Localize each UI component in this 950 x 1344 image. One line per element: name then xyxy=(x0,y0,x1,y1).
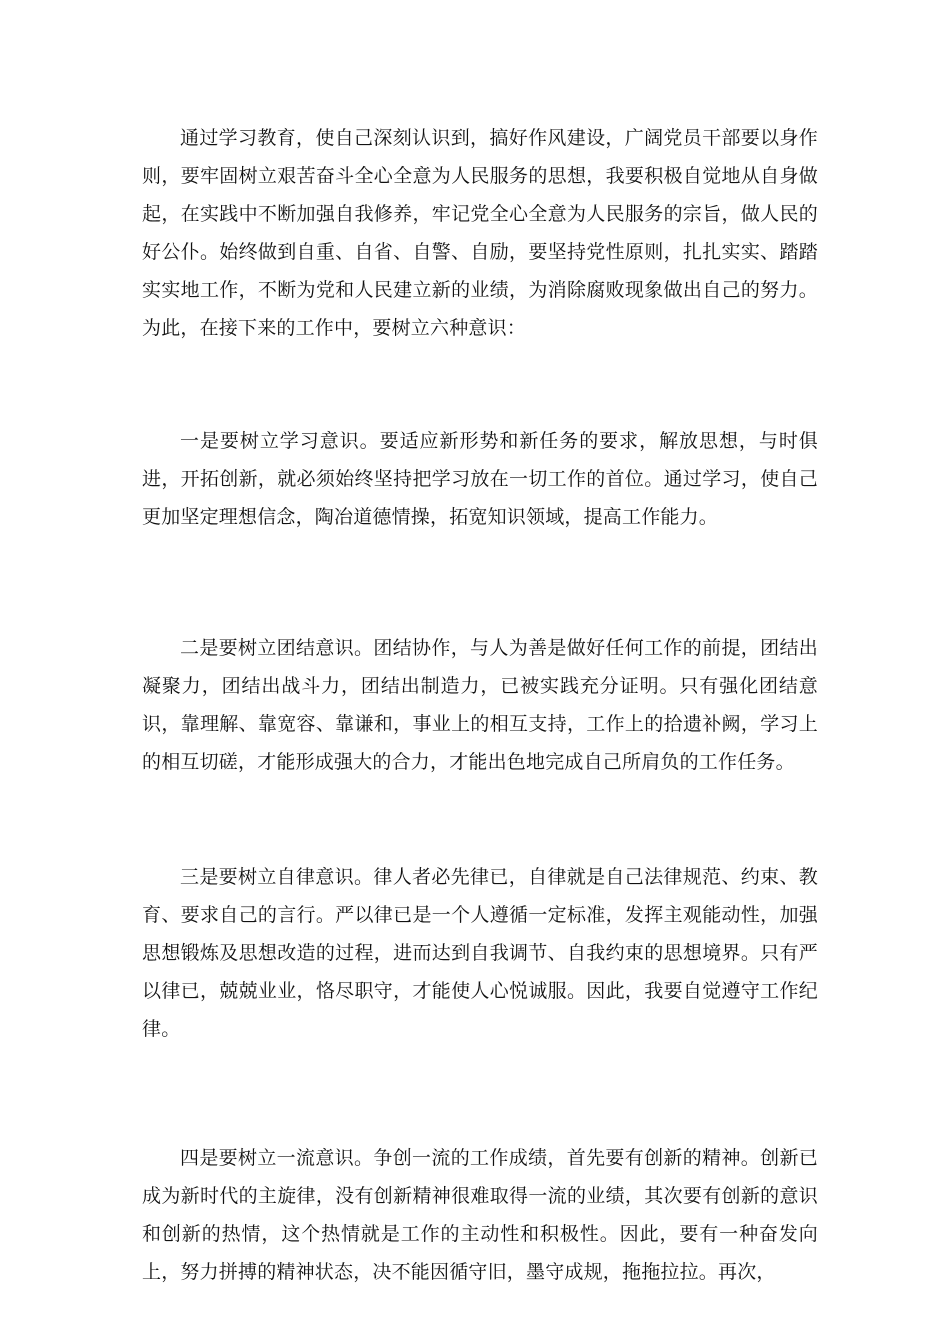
paragraph-intro: 通过学习教育，使自己深刻认识到，搞好作风建设，广阔党员干部要以身作则，要牢固树立艰苦奋斗全心全意为人民服务的思想，我要积极自觉地从自身做起，在实践中不断加强自我修养，牢记党全心全意为人民服务的宗旨，做人民的好公仆。始终做到自重、自省、自警、自励，要坚持党性原则，扎扎实实、踏踏实实地工作，不断为党和人民建立新的业绩，为消除腐败现象做出自己的努力。为此，在接下来的工作中，要树立六种意识： xyxy=(142,127,818,339)
paragraph-self-discipline-awareness: 三是要树立自律意识。律人者必先律已，自律就是自己法律规范、约束、教育、要求自己的言行。严以律已是一个人遵循一定标准，发挥主观能动性，加强思想锻炼及思想改造的过程，进而达到自我调节、自我约束的思想境界。只有严以律已，兢兢业业，恪尽职守，才能使人心悦诚服。因此，我要自觉遵守工作纪律。 xyxy=(142,866,818,1040)
document-body xyxy=(142,119,818,1291)
paragraph-first-class-awareness: 四是要树立一流意识。争创一流的工作成绩，首先要有创新的精神。创新已成为新时代的主旋律，没有创新精神很难取得一流的业绩，其次要有创新的意识和创新的热情，这个热情就是工作的主动性和积极性。因此，要有一种奋发向上，努力拼搏的精神状态，决不能因循守旧，墨守成规，拖拖拉拉。再次， xyxy=(142,1147,818,1283)
paragraph-learning-awareness: 一是要树立学习意识。要适应新形势和新任务的要求，解放思想，与时俱进，开拓创新，就必须始终坚持把学习放在一切工作的首位。通过学习，使自己更加坚定理想信念，陶冶道德情操，拓宽知识领域，提高工作能力。 xyxy=(142,430,818,528)
paragraph-unity-awareness: 二是要树立团结意识。团结协作，与人为善是做好任何工作的前提，团结出凝聚力，团结出战斗力，团结出制造力，已被实践充分证明。只有强化团结意识，靠理解、靠宽容、靠谦和，事业上的相互支持，工作上的拾遗补阙，学习上的相互切磋，才能形成强大的合力，才能出色地完成自己所肩负的工作任务。 xyxy=(142,637,818,773)
